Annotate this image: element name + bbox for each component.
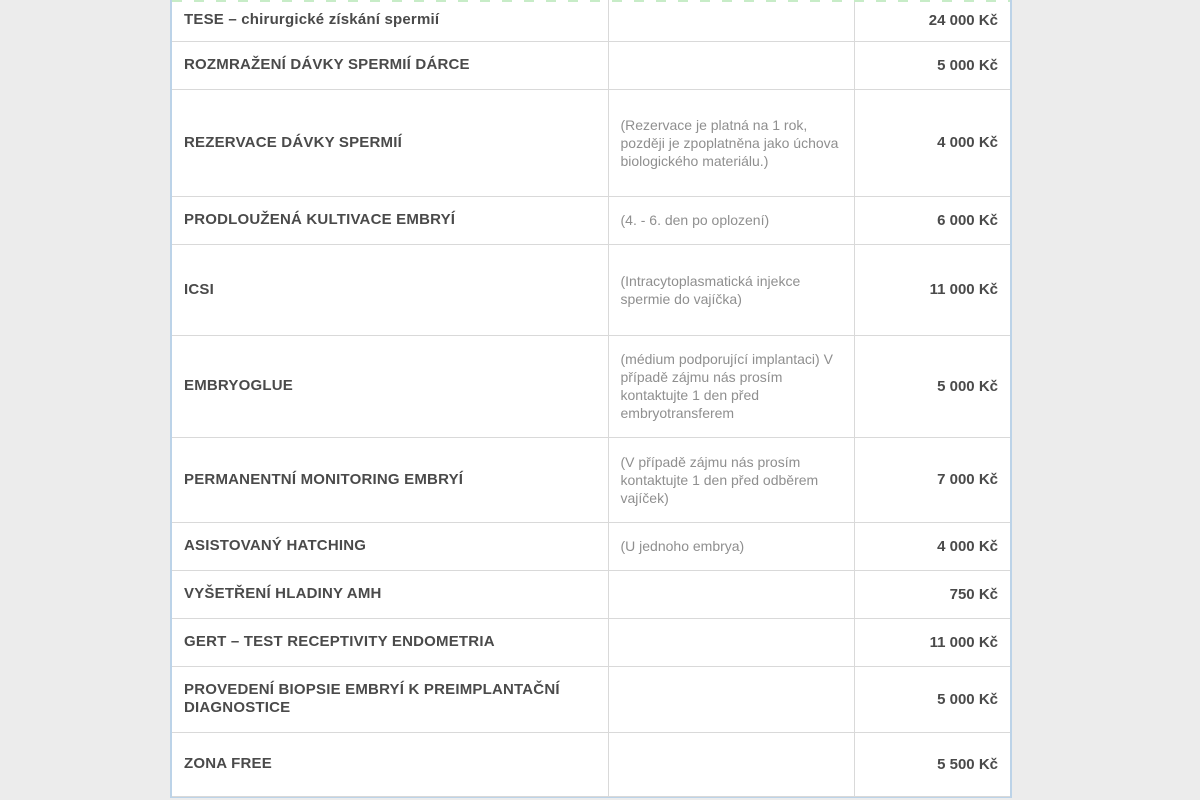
service-note: (V případě zájmu nás prosím kontaktujte 1 den před odběrem vajíček) [608,437,854,522]
price-list-panel [170,0,1012,798]
table-row [172,437,1010,522]
service-name: VYŠETŘENÍ HLADINY AMH [172,570,608,618]
table-row [172,244,1010,335]
table-row [172,618,1010,666]
service-price: 4 000 Kč [854,522,1010,570]
service-price: 11 000 Kč [854,244,1010,335]
service-price: 11 000 Kč [854,618,1010,666]
service-note [608,41,854,89]
service-name: ICSI [172,244,608,335]
service-price: 4 000 Kč [854,89,1010,196]
table-row [172,41,1010,89]
service-note [608,618,854,666]
service-price: 5 500 Kč [854,732,1010,796]
service-note [608,0,854,41]
service-note [608,570,854,618]
service-price: 5 000 Kč [854,666,1010,732]
service-price: 24 000 Kč [854,0,1010,41]
table-row [172,522,1010,570]
table-row [172,570,1010,618]
table-row [172,732,1010,796]
service-price: 750 Kč [854,570,1010,618]
price-table [172,0,1010,797]
service-price: 5 000 Kč [854,41,1010,89]
service-name: ASISTOVANÝ HATCHING [172,522,608,570]
service-name: REZERVACE DÁVKY SPERMIÍ [172,89,608,196]
table-row [172,0,1010,41]
table-row [172,89,1010,196]
service-note: (U jednoho embrya) [608,522,854,570]
service-price: 6 000 Kč [854,196,1010,244]
service-note: (médium podporující implantaci) V případě zájmu nás prosím kontaktujte 1 den před embryotransferem [608,335,854,437]
service-note: (Intracytoplasmatická injekce spermie do vajíčka) [608,244,854,335]
service-note [608,732,854,796]
top-divider [172,0,1010,2]
service-name: TESE – chirurgické získání spermií [172,0,608,41]
service-name: GERT – TEST RECEPTIVITY ENDOMETRIA [172,618,608,666]
service-name: PERMANENTNÍ MONITORING EMBRYÍ [172,437,608,522]
service-name: PROVEDENÍ BIOPSIE EMBRYÍ K PREIMPLANTAČNÍ DIAGNOSTICE [172,666,608,732]
service-name: ROZMRAŽENÍ DÁVKY SPERMIÍ DÁRCE [172,41,608,89]
service-note [608,666,854,732]
table-row [172,196,1010,244]
service-name: PRODLOUŽENÁ KULTIVACE EMBRYÍ [172,196,608,244]
table-row [172,666,1010,732]
service-price: 5 000 Kč [854,335,1010,437]
table-row [172,335,1010,437]
service-price: 7 000 Kč [854,437,1010,522]
service-note: (4. - 6. den po oplození) [608,196,854,244]
service-note: (Rezervace je platná na 1 rok, později je zpoplatněna jako úchova biologického materiálu.) [608,89,854,196]
service-name: ZONA FREE [172,732,608,796]
service-name: EMBRYOGLUE [172,335,608,437]
